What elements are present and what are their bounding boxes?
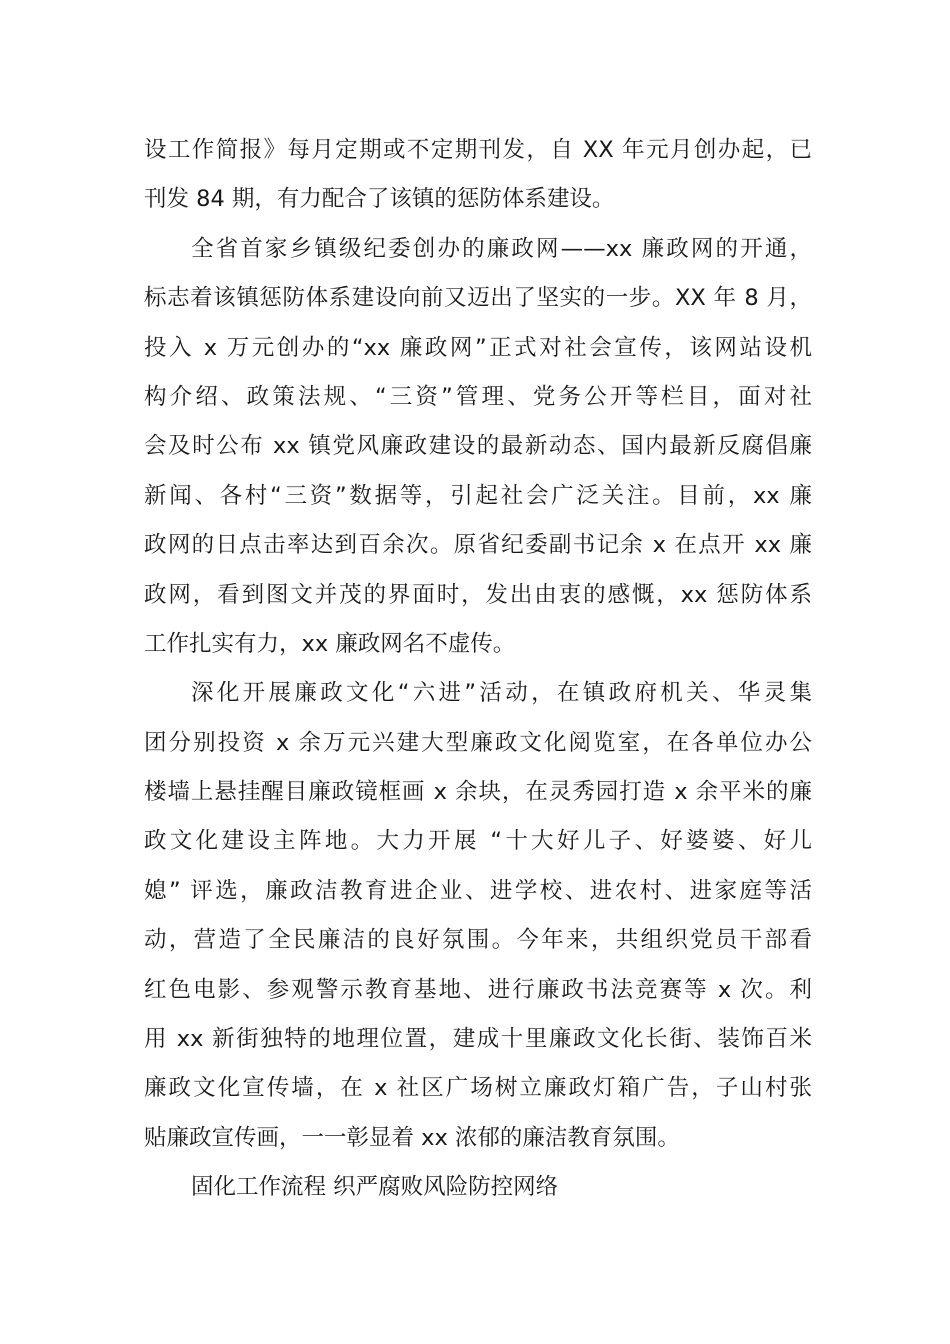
text-line: 工作扎实有力，xx 廉政网名不虚传。 — [144, 630, 516, 657]
text-line: 动，营造了全民廉洁的良好氛围。今年来，共组织党员干部看 — [144, 927, 812, 954]
paragraph-2 — [144, 225, 812, 670]
text-line: 投入 x 万元创办的“xx 廉政网”正式对社会宣传，该网站设机 — [144, 334, 812, 361]
text-line: 红色电影、参观警示教育基地、进行廉政书法竞赛等 x 次。利 — [144, 976, 812, 1003]
text-line: 政网，看到图文并茂的界面时，发出由衷的感慨，xx 惩防体系 — [144, 581, 812, 608]
text-line: 标志着该镇惩防体系建设向前又迈出了坚实的一步。XX 年 8 月， — [144, 285, 812, 312]
text-line: 构介绍、政策法规、“三资”管理、党务公开等栏目，面对社 — [144, 383, 812, 410]
text-line: 新闻、各村“三资”数据等，引起社会广泛关注。目前，xx 廉 — [144, 482, 812, 509]
text-line: 政文化建设主阵地。大力开展 “十大好儿子、好婆婆、好儿 — [144, 828, 812, 855]
text-line: 楼墙上悬挂醒目廉政镜框画 x 余块，在灵秀园打造 x 余平米的廉 — [144, 779, 812, 806]
text-line: 全省首家乡镇级纪委创办的廉政网——xx 廉政网的开通， — [191, 235, 812, 262]
text-line: 用 xx 新街独特的地理位置，建成十里廉政文化长街、装饰百米 — [144, 1026, 812, 1053]
paragraph-1 — [144, 126, 812, 225]
text-line: 廉政文化宣传墙，在 x 社区广场树立廉政灯箱广告，子山村张 — [144, 1075, 812, 1102]
text-line: 贴廉政宣传画，一一彰显着 xx 浓郁的廉洁教育氛围。 — [144, 1124, 680, 1151]
text-line: 政网的日点击率达到百余次。原省纪委副书记余 x 在点开 xx 廉 — [144, 532, 812, 559]
heading-text: 固化工作流程 织严腐败风险防控网络 — [191, 1174, 559, 1201]
text-line: 深化开展廉政文化“六进”活动，在镇政府机关、华灵集 — [191, 680, 812, 707]
text-line: 设工作简报》每月定期或不定期刊发，自 XX 年元月创办起，已 — [144, 137, 812, 163]
paragraph-3 — [144, 669, 812, 1163]
section-heading — [144, 1163, 812, 1212]
text-line: 媳” 评选，廉政洁教育进企业、进学校、进农村、进家庭等活 — [144, 877, 812, 904]
document-body — [144, 126, 812, 1213]
text-line: 团分别投资 x 余万元兴建大型廉政文化阅览室，在各单位办公 — [144, 729, 812, 756]
text-line: 刊发 84 期，有力配合了该镇的惩防体系建设。 — [144, 186, 615, 213]
text-line: 会及时公布 xx 镇党风廉政建设的最新动态、国内最新反腐倡廉 — [144, 433, 812, 460]
